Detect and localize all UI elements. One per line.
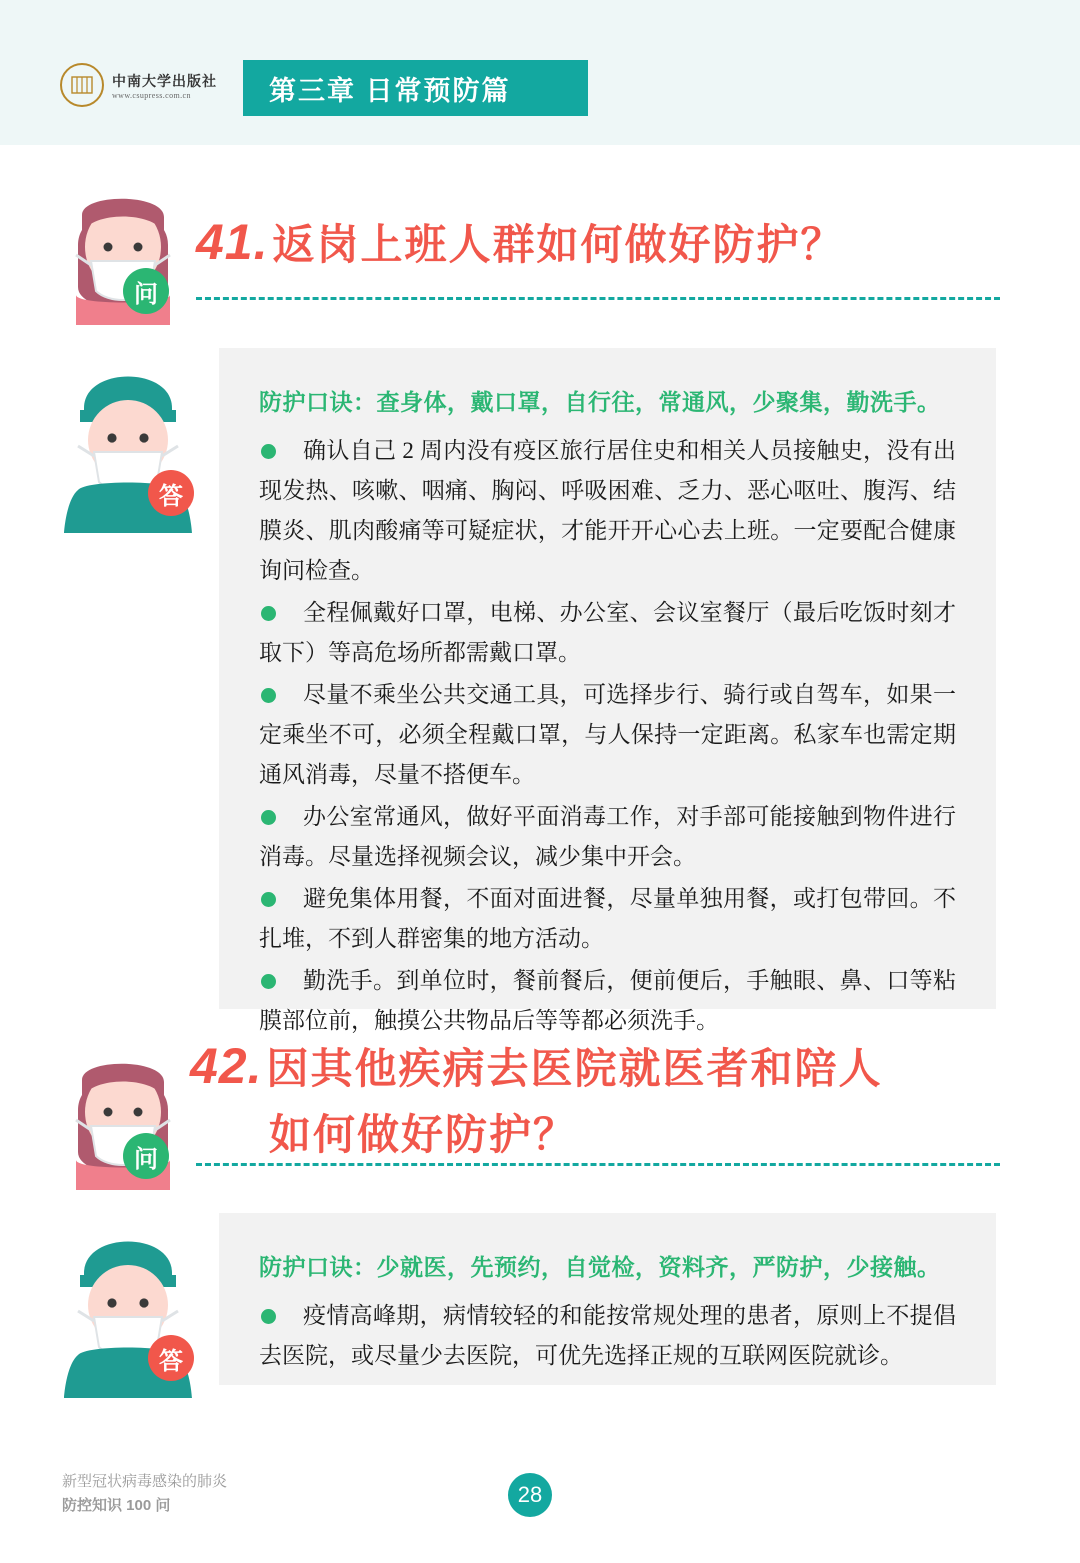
footer-line-1: 新型冠状病毒感染的肺炎: [62, 1473, 228, 1490]
divider-q42: [196, 1163, 1000, 1166]
formula-text-q41: 查身体，戴口罩，自行往，常通风，少聚集，勤洗手。: [376, 390, 941, 415]
list-item: [259, 593, 956, 673]
list-item-text: 避免集体用餐，不面对面进餐，尽量单独用餐，或打包带回。不扎堆，不到人群密集的地方活动。: [259, 886, 956, 951]
publisher-name: 中南大学出版社: [112, 74, 217, 90]
list-item: [259, 961, 956, 1041]
list-item: [259, 431, 956, 591]
footer-book-title: [62, 1470, 227, 1518]
bullet-dot-icon: [261, 1309, 276, 1324]
ask-badge-label-q42: 问: [134, 1145, 158, 1173]
bullet-dot-icon: [261, 688, 276, 703]
page-number-badge: [508, 1473, 552, 1517]
publisher-url: www.csupress.com.cn: [112, 90, 191, 100]
list-item-text: 勤洗手。到单位时，餐前餐后，便前便后，手触眼、鼻、口等粘膜部位前，触摸公共物品后等等都必须洗手。: [259, 968, 956, 1033]
publisher-seal-icon: [60, 63, 104, 107]
formula-label-q41: 防护口诀：: [259, 390, 377, 415]
asker-avatar-q42: [58, 1040, 188, 1190]
bullet-dot-icon: [261, 892, 276, 907]
question-title-q41: [196, 212, 845, 272]
protection-formula-q42: [259, 1249, 956, 1282]
answer-panel-q42: [219, 1213, 996, 1385]
protection-formula-q41: [259, 384, 956, 417]
question-text-q41: 返岗上班人群如何做好防护？: [272, 221, 845, 268]
answer-badge-label-q41: 答: [159, 482, 183, 510]
list-item-text: 尽量不乘坐公共交通工具，可选择步行、骑行或自驾车，如果一定乘坐不可，必须全程戴口罩，与人保持一定距离。私家车也需定期通风消毒，尽量不搭便车。: [259, 682, 956, 787]
answer-badge-label-q42: 答: [159, 1347, 183, 1375]
woman-with-mask-icon: [58, 1040, 188, 1190]
list-item: [259, 797, 956, 877]
asker-avatar-q41: [58, 175, 188, 325]
footer-line-2: 防控知识 100 问: [62, 1497, 171, 1514]
formula-label-q42: 防护口诀：: [259, 1255, 377, 1280]
answer-panel-q41: [219, 348, 996, 1033]
bullet-dot-icon: [261, 810, 276, 825]
list-item: [259, 675, 956, 795]
woman-with-mask-icon: [58, 175, 188, 325]
seal-glyph-icon: [69, 72, 95, 98]
list-item-text: 办公室常通风，做好平面消毒工作，对手部可能接触到物件进行消毒。尽量选择视频会议，减少集中开会。: [259, 804, 956, 869]
question-number-q41: 41.: [196, 214, 269, 270]
list-item: [259, 1296, 956, 1376]
list-item-text: 全程佩戴好口罩，电梯、办公室、会议室餐厅（最后吃饭时刻才取下）等高危场所都需戴口罩。: [259, 600, 956, 665]
question-text-line2-q42: 如何做好防护？: [269, 1111, 578, 1158]
ask-badge-q42: [123, 1133, 169, 1179]
list-item-text: 疫情高峰期，病情较轻的和能按常规处理的患者，原则上不提倡去医院，或尽量少去医院，可优先选择正规的互联网医院就诊。: [259, 1303, 956, 1368]
answer-badge-q42: [148, 1335, 194, 1381]
publisher-logo: [60, 62, 220, 108]
ask-badge-q41: [123, 268, 169, 314]
bullet-dot-icon: [261, 606, 276, 621]
answer-badge-q41: [148, 470, 194, 516]
question-title-q42: [190, 1036, 1000, 1162]
bullet-dot-icon: [261, 444, 276, 459]
chapter-tab: [243, 60, 588, 116]
page-number: 28: [517, 1482, 543, 1507]
ask-badge-label-q41: 问: [134, 280, 158, 308]
chapter-title: 第三章 日常预防篇: [269, 75, 511, 106]
question-text-line1-q42: 因其他疾病去医院就医者和陪人: [266, 1045, 883, 1092]
list-item-text: 确认自己 2 周内没有疫区旅行居住史和相关人员接触史，没有出现发热、咳嗽、咽痛、胸闷、呼吸困难、乏力、恶心呕吐、腹泻、结膜炎、肌肉酸痛等可疑症状，才能开开心心去上班。一定要配合健康询问检查。: [259, 438, 956, 583]
question-number-q42: 42.: [190, 1038, 263, 1094]
formula-text-q42: 少就医，先预约，自觉检，资料齐，严防护，少接触。: [376, 1255, 941, 1280]
list-item: [259, 879, 956, 959]
divider-q41: [196, 297, 1000, 300]
bullet-dot-icon: [261, 974, 276, 989]
page-header: [0, 0, 1080, 145]
